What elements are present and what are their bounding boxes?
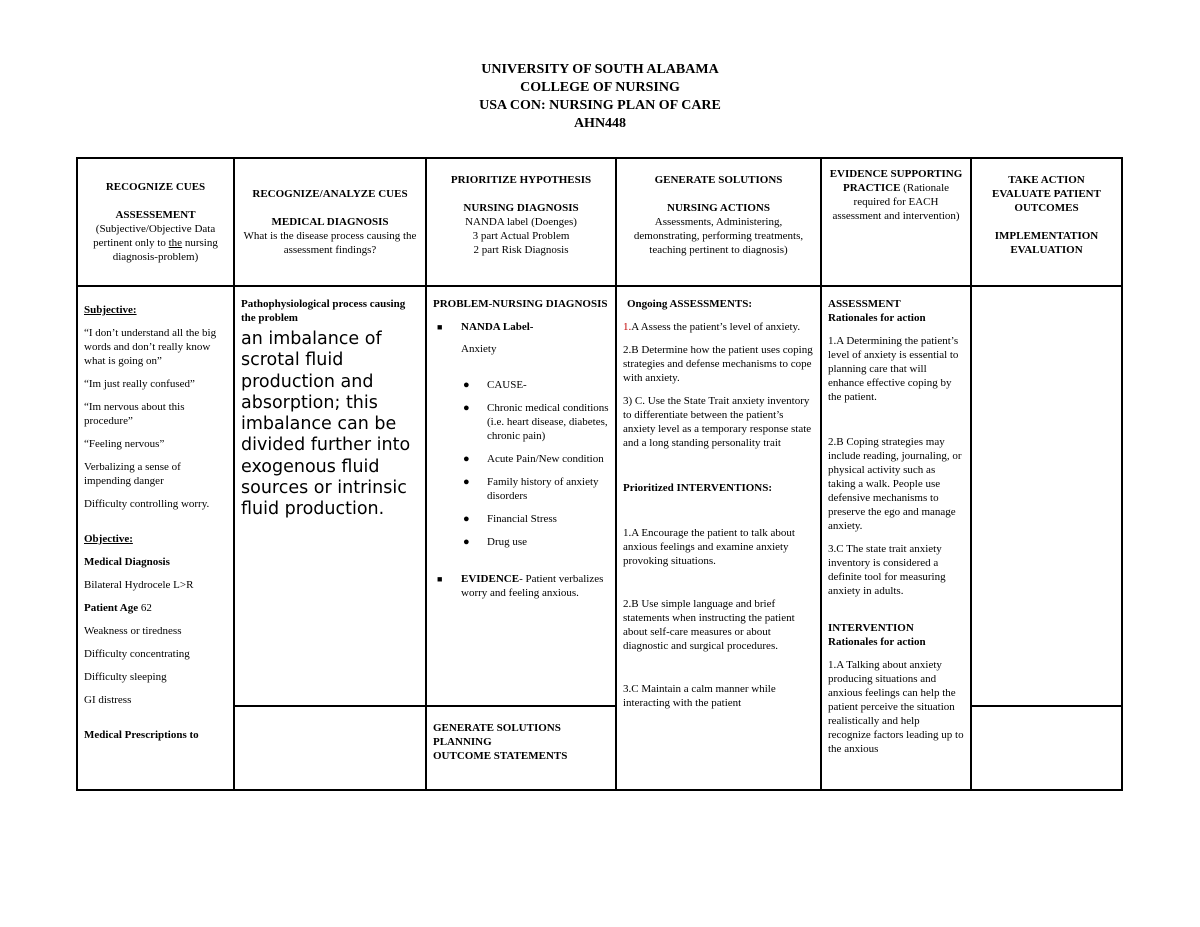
- evidence-item: ■ EVIDENCE- Patient verbalizes worry and feeling anxious.: [437, 573, 604, 599]
- assessment-rationale-heading: ASSESSMENT: [828, 298, 901, 310]
- header-take-action: TAKE ACTION EVALUATE PATIENT OUTCOMES IMPLEMENTATION EVALUATION: [971, 158, 1122, 286]
- problem-nursing-diagnosis-title: PROBLEM-NURSING DIAGNOSIS: [433, 298, 608, 310]
- objective-finding: Difficulty concentrating: [84, 648, 190, 660]
- subjective-quote: “Im nervous about this procedure”: [84, 401, 185, 427]
- prescriptions-label: Medical Prescriptions to: [84, 729, 199, 741]
- nanda-item: ■ NANDA Label-: [437, 321, 534, 333]
- bullet-icon: ●: [463, 513, 470, 525]
- planning-label: PLANNING: [433, 736, 492, 748]
- bullet-icon: ●: [463, 453, 470, 465]
- document-title: [0, 61, 1200, 133]
- outcome-statements-label: OUTCOME STATEMENTS: [433, 750, 568, 762]
- subjective-label: Subjective:: [84, 304, 137, 316]
- rationale-item: 3.C The state trait anxiety inventory is considered a definite tool for measuring anxiety in adults.: [828, 543, 946, 597]
- bullet-icon: ■: [437, 574, 443, 584]
- title-course: AHN448: [573, 116, 627, 131]
- objective-label: Objective:: [84, 533, 133, 545]
- nanda-value: Anxiety: [461, 343, 497, 355]
- title-plan: USA CON: NURSING PLAN OF CARE: [479, 98, 721, 113]
- intervention-rationale-heading: INTERVENTION: [828, 622, 914, 634]
- cause-item: ● Financial Stress: [463, 513, 557, 525]
- evaluation-cell: [971, 286, 1122, 706]
- pathophysiology-cell: [234, 286, 426, 706]
- header-recognize-analyze-cues: RECOGNIZE/ANALYZE CUES MEDICAL DIAGNOSIS What is the disease process causing the assessment findings?: [234, 158, 426, 286]
- assessment-rationale-subheading: Rationales for action: [828, 312, 926, 324]
- rationales-cell: [821, 286, 971, 790]
- cause-item: ● Drug use: [463, 536, 528, 548]
- subjective-quote: “Feeling nervous”: [84, 438, 165, 450]
- evidence-list: [433, 572, 609, 600]
- assessment-item: 3) C. Use the State Trait anxiety inventory to differentiate between the patient’s anxiety level as a temporary response state and a long standing personality trait: [623, 395, 812, 449]
- intervention-item: 1.A Encourage the patient to talk about anxious feelings and examine anxiety provoking situations.: [623, 527, 795, 567]
- outcome-statements-cell: [426, 706, 616, 790]
- rationale-item: 1.A Determining the patient’s level of anxiety is essential to planning care that will enhance effective coping by the patient.: [828, 335, 959, 403]
- prioritized-interventions-label: Prioritized INTERVENTIONS:: [623, 482, 773, 494]
- header-prioritize-hypothesis: PRIORITIZE HYPOTHESIS NURSING DIAGNOSIS NANDA label (Doenges) 3 part Actual Problem 2 part Risk Diagnosis: [426, 158, 616, 286]
- header-generate-solutions: GENERATE SOLUTIONS NURSING ACTIONS Assessments, Administering, demonstrating, performing treatments, teaching pertinent to diagnosis): [616, 158, 821, 286]
- subjective-quote: Difficulty controlling worry.: [84, 498, 210, 510]
- ongoing-assessments-label: Ongoing ASSESSMENTS:: [627, 298, 753, 310]
- title-university: UNIVERSITY OF SOUTH ALABAMA: [481, 62, 719, 77]
- rationale-item: 1.A Talking about anxiety producing situations and anxious feelings can help the patient perceive the situation realistically and help recognize factors leading up to the anxious: [828, 659, 964, 755]
- content-row: [77, 286, 1122, 706]
- objective-finding: Difficulty sleeping: [84, 671, 167, 683]
- intervention-rationale-subheading: Rationales for action: [828, 636, 926, 648]
- header-evidence-practice: EVIDENCE SUPPORTING PRACTICE (Rationale required for EACH assessment and intervention): [821, 158, 971, 286]
- pathophysiology-text: an imbalance of scrotal fluid production and absorption; this imbalance can be divided further into exogenous fluid sources or intrinsic fluid production.: [241, 329, 411, 520]
- objective-finding: Weakness or tiredness: [84, 625, 182, 637]
- bullet-icon: ●: [463, 379, 470, 391]
- bullet-icon: ■: [437, 322, 443, 332]
- plan-of-care-table: [76, 157, 1123, 791]
- diagnosis-list: [433, 320, 609, 334]
- assessment-item: 1.A Assess the patient’s level of anxiety.: [623, 321, 801, 333]
- cause-item: ● Family history of anxiety disorders: [463, 476, 599, 502]
- intervention-item: 2.B Use simple language and brief statements when instructing the patient about self-care measures or about diagnostic and surgical procedures.: [623, 598, 795, 652]
- generate-solutions-label: GENERATE SOLUTIONS: [433, 722, 561, 734]
- intervention-item: 3.C Maintain a calm manner while interacting with the patient: [623, 683, 776, 709]
- nursing-actions-cell: [616, 286, 821, 790]
- pathophysiology-title: Pathophysiological process causing the problem: [241, 298, 406, 324]
- cause-item: ● Acute Pain/New condition: [463, 453, 604, 465]
- assessment-cell: [77, 286, 234, 790]
- assessment-item: 2.B Determine how the patient uses coping strategies and defense mechanisms to cope with anxiety.: [623, 344, 813, 384]
- bullet-icon: ●: [463, 402, 470, 414]
- cause-item: ● Chronic medical conditions (i.e. heart disease, diabetes, chronic pain): [463, 402, 609, 442]
- objective-finding: GI distress: [84, 694, 132, 706]
- cause-label: ● CAUSE-: [463, 379, 527, 391]
- bullet-icon: ●: [463, 476, 470, 488]
- rationale-item: 2.B Coping strategies may include reading, journaling, or physical activity such as taking a walk. People use defensive mechanisms to preserve the ego and manage anxiety.: [828, 436, 962, 532]
- medical-diagnosis-label: Medical Diagnosis: [84, 556, 170, 568]
- header-recognize-cues: RECOGNIZE CUES ASSESSEMENT (Subjective/Objective Data pertinent only to the nursing diagnosis-problem): [77, 158, 234, 286]
- evaluation-bottom-cell: [971, 706, 1122, 790]
- nursing-diagnosis-cell: [426, 286, 616, 706]
- header-row: [77, 158, 1122, 286]
- cause-list: [433, 378, 609, 549]
- subjective-quote: Verbalizing a sense of impending danger: [84, 461, 181, 487]
- subjective-quote: “Im just really confused”: [84, 378, 195, 390]
- medical-diagnosis-value: Bilateral Hydrocele L>R: [84, 579, 194, 591]
- patient-age: Patient Age 62: [84, 602, 152, 614]
- title-college: COLLEGE OF NURSING: [520, 80, 680, 95]
- pathophysiology-bottom-cell: [234, 706, 426, 790]
- bullet-icon: ●: [463, 536, 470, 548]
- subjective-quote: “I don’t understand all the big words and don’t really know what is going on”: [84, 327, 217, 367]
